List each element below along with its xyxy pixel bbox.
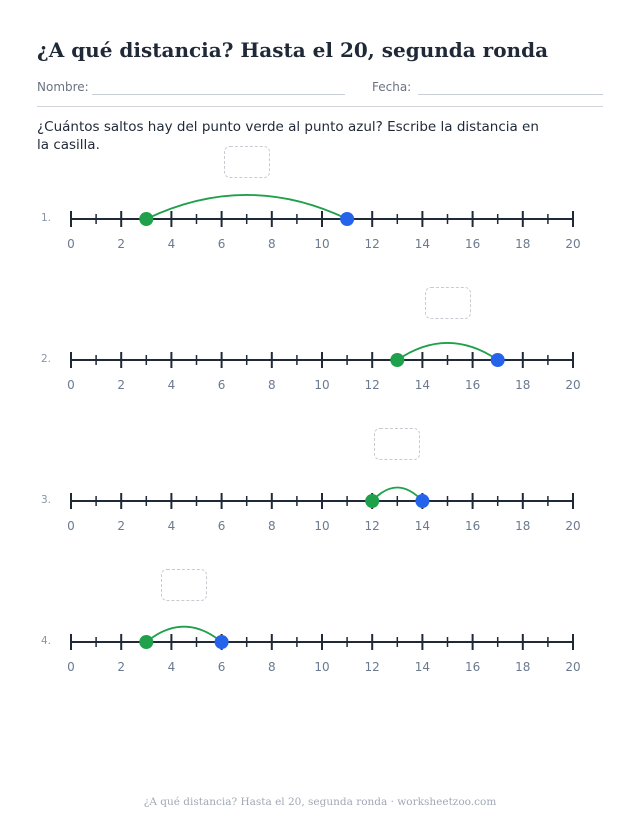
start-point xyxy=(390,353,404,367)
tick-label: 8 xyxy=(267,519,276,533)
tick-label: 20 xyxy=(565,660,581,674)
end-point xyxy=(340,212,354,226)
tick-label: 12 xyxy=(364,378,380,392)
tick-label: 14 xyxy=(414,378,431,392)
tick-label: 6 xyxy=(217,237,226,251)
tick-label: 0 xyxy=(67,237,75,251)
problem-number: 1. xyxy=(41,212,52,224)
tick-label: 4 xyxy=(167,519,176,533)
instructions: ¿Cuántos saltos hay del punto verde al punto azul? Escribe la distancia en la casilla. xyxy=(37,119,539,153)
footer: ¿A qué distancia? Hasta el 20, segunda ronda · worksheetzoo.com xyxy=(143,796,497,808)
tick-label: 4 xyxy=(167,660,176,674)
tick-label: 20 xyxy=(565,519,581,533)
number-line xyxy=(0,602,640,692)
header-divider xyxy=(37,106,603,107)
tick-label: 0 xyxy=(67,660,75,674)
number-line xyxy=(0,320,640,410)
tick-label: 16 xyxy=(464,237,481,251)
start-point xyxy=(139,635,153,649)
date-label: Fecha: xyxy=(372,80,412,94)
tick-label: 18 xyxy=(515,660,531,674)
name-label: Nombre: xyxy=(37,80,89,94)
answer-box[interactable] xyxy=(224,146,270,178)
problem-number: 3. xyxy=(41,494,52,506)
tick-label: 6 xyxy=(217,378,226,392)
problem-number: 4. xyxy=(41,635,52,647)
answer-box[interactable] xyxy=(161,569,207,601)
tick-label: 10 xyxy=(314,519,330,533)
tick-label: 18 xyxy=(515,519,531,533)
tick-label: 0 xyxy=(67,519,75,533)
tick-label: 16 xyxy=(464,519,481,533)
tick-label: 2 xyxy=(117,660,126,674)
start-point xyxy=(139,212,153,226)
tick-label: 20 xyxy=(565,378,581,392)
tick-label: 10 xyxy=(314,660,330,674)
tick-label: 18 xyxy=(515,378,531,392)
tick-label: 0 xyxy=(67,378,75,392)
page-title: ¿A qué distancia? Hasta el 20, segunda ronda xyxy=(37,38,549,62)
tick-label: 4 xyxy=(167,237,176,251)
tick-label: 6 xyxy=(217,519,226,533)
jump-arc xyxy=(146,627,221,642)
answer-box[interactable] xyxy=(374,428,420,460)
name-field[interactable] xyxy=(92,94,345,95)
tick-label: 10 xyxy=(314,378,330,392)
tick-label: 2 xyxy=(117,519,126,533)
tick-label: 10 xyxy=(314,237,330,251)
tick-label: 2 xyxy=(117,237,126,251)
number-line xyxy=(0,179,640,269)
tick-label: 16 xyxy=(464,660,481,674)
tick-label: 12 xyxy=(364,237,380,251)
end-point xyxy=(491,353,505,367)
tick-label: 14 xyxy=(414,237,431,251)
tick-label: 6 xyxy=(217,660,226,674)
tick-label: 14 xyxy=(414,519,431,533)
tick-label: 18 xyxy=(515,237,531,251)
tick-label: 8 xyxy=(267,660,276,674)
tick-label: 20 xyxy=(565,237,581,251)
tick-label: 8 xyxy=(267,378,276,392)
tick-label: 8 xyxy=(267,237,276,251)
tick-label: 12 xyxy=(364,519,380,533)
answer-box[interactable] xyxy=(425,287,471,319)
start-point xyxy=(365,494,379,508)
tick-label: 14 xyxy=(414,660,431,674)
tick-label: 12 xyxy=(364,660,380,674)
number-line xyxy=(0,461,640,551)
problem-number: 2. xyxy=(41,353,52,365)
tick-label: 2 xyxy=(117,378,126,392)
tick-label: 4 xyxy=(167,378,176,392)
end-point xyxy=(415,494,429,508)
end-point xyxy=(215,635,229,649)
date-field[interactable] xyxy=(418,94,603,95)
tick-label: 16 xyxy=(464,378,481,392)
